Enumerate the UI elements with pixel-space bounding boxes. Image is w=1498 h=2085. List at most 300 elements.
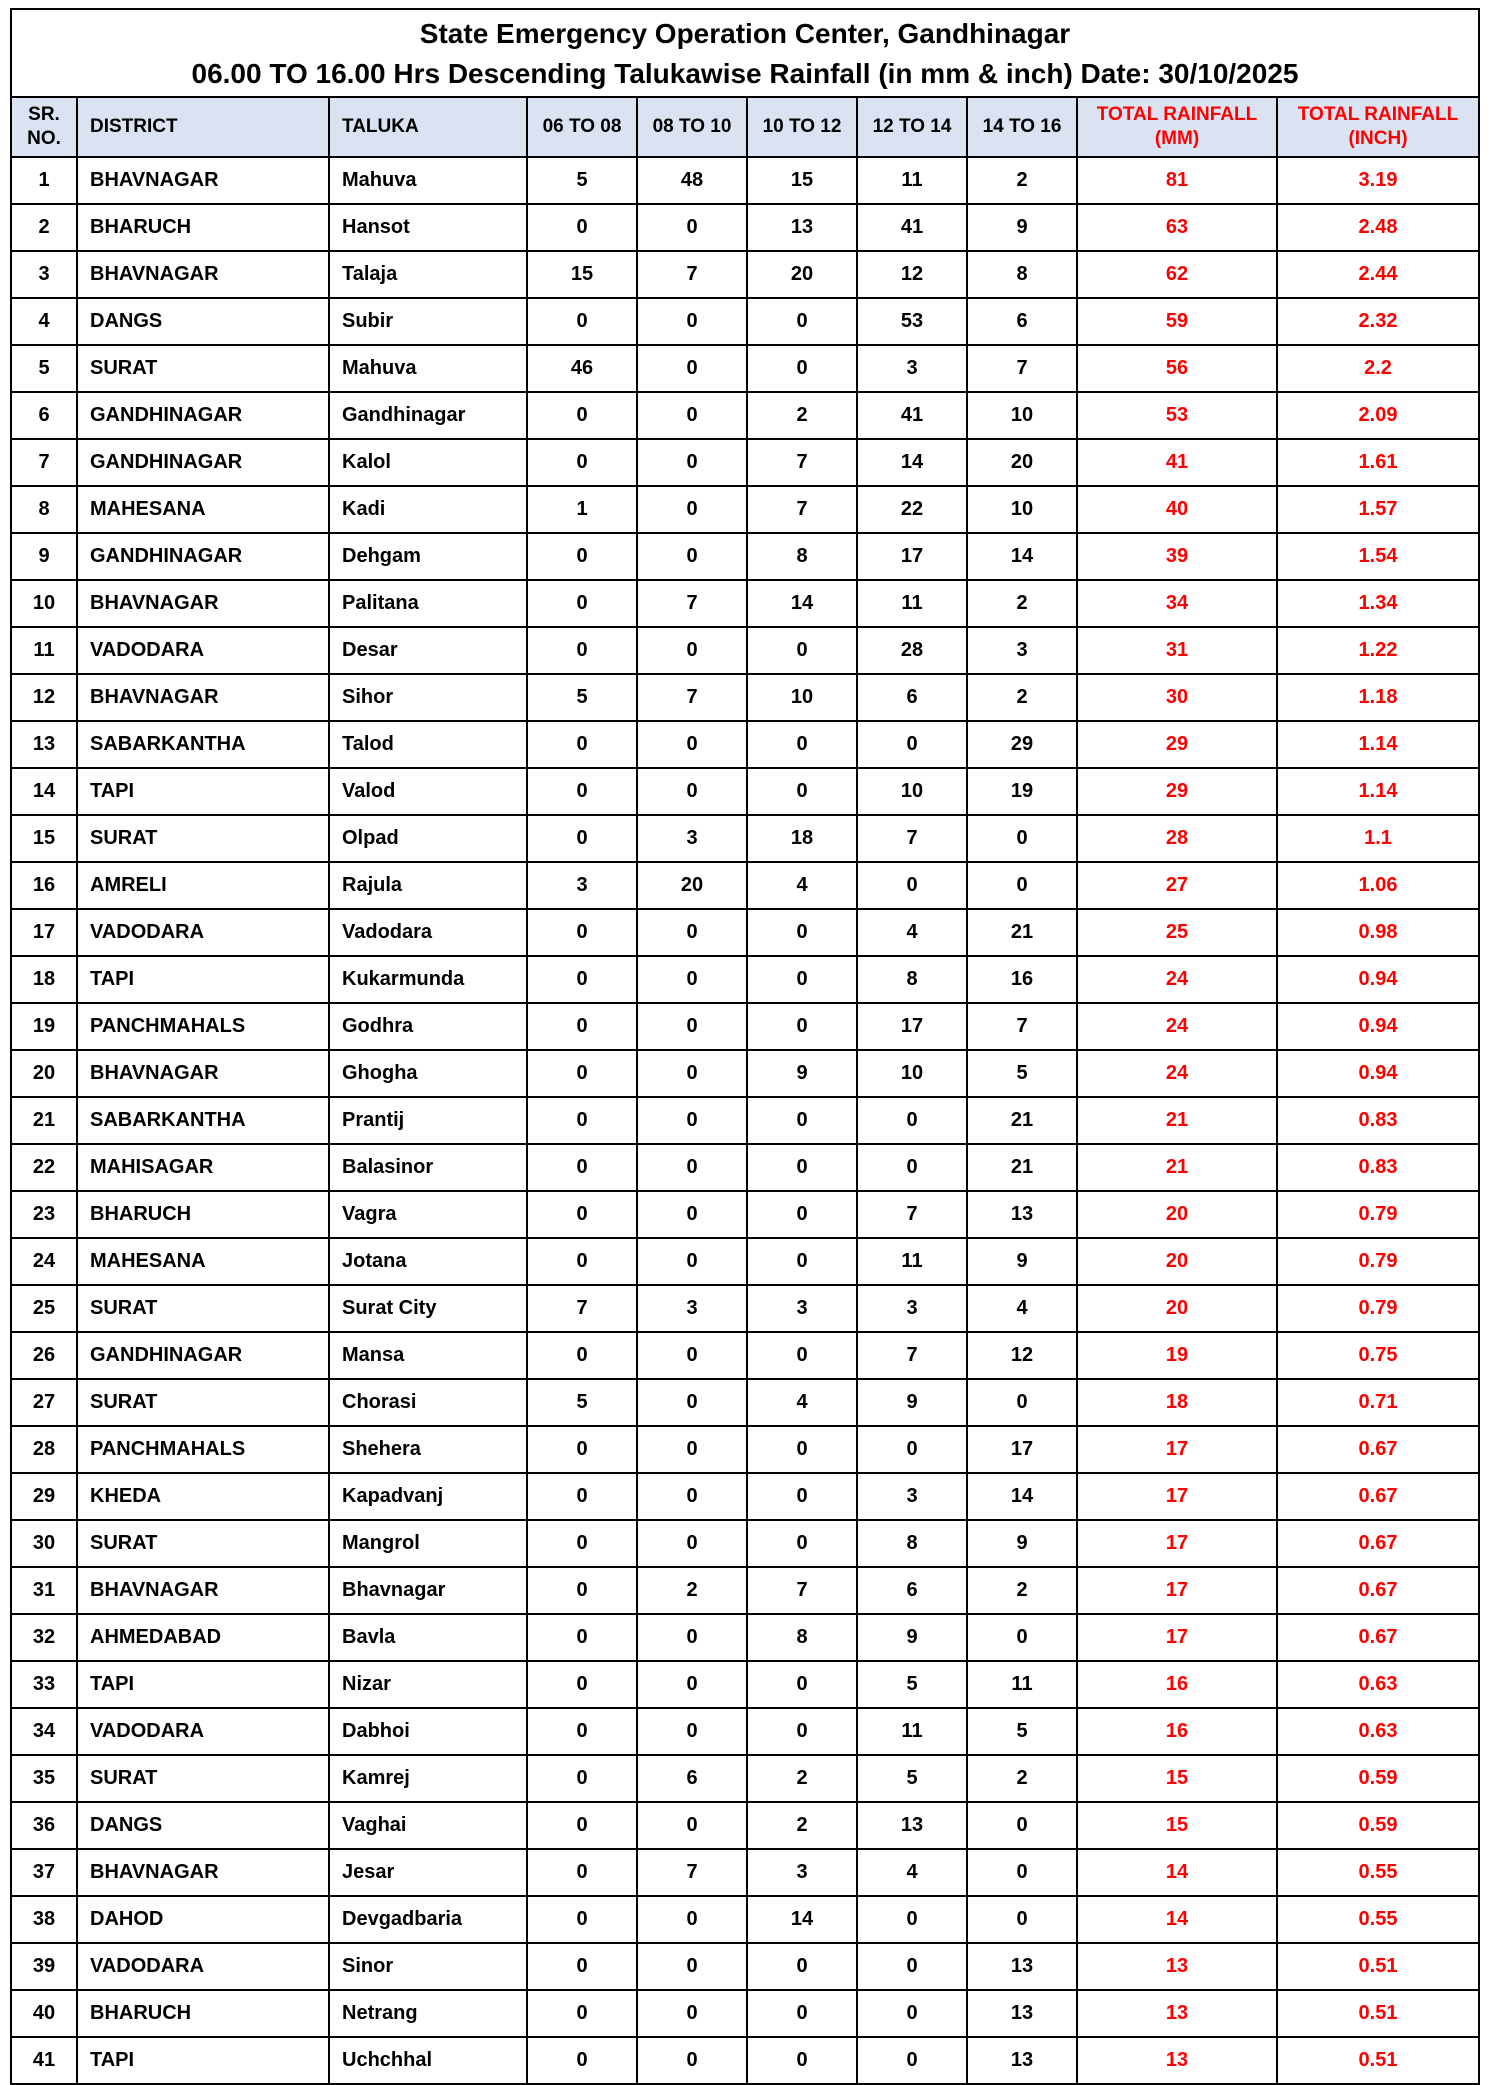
cell-sr-no: 18 [11,956,77,1003]
cell-06-to-08: 0 [527,1191,637,1238]
cell-sr-no: 29 [11,1473,77,1520]
cell-10-to-12: 8 [747,1614,857,1661]
cell-08-to-10: 7 [637,580,747,627]
cell-total-mm: 28 [1077,815,1277,862]
cell-10-to-12: 7 [747,439,857,486]
cell-taluka: Talod [329,721,527,768]
cell-district: SURAT [77,1379,329,1426]
cell-sr-no: 22 [11,1144,77,1191]
cell-taluka: Hansot [329,204,527,251]
cell-total-mm: 81 [1077,157,1277,204]
cell-district: SABARKANTHA [77,1097,329,1144]
cell-08-to-10: 0 [637,1896,747,1943]
cell-12-to-14: 11 [857,580,967,627]
cell-total-inch: 1.57 [1277,486,1479,533]
cell-06-to-08: 0 [527,956,637,1003]
cell-10-to-12: 0 [747,1943,857,1990]
cell-district: BHARUCH [77,1990,329,2037]
cell-total-inch: 0.79 [1277,1238,1479,1285]
cell-14-to-16: 5 [967,1050,1077,1097]
cell-08-to-10: 0 [637,298,747,345]
cell-total-mm: 62 [1077,251,1277,298]
cell-total-inch: 0.51 [1277,1990,1479,2037]
cell-district: SURAT [77,1520,329,1567]
cell-total-inch: 0.83 [1277,1144,1479,1191]
cell-10-to-12: 0 [747,1990,857,2037]
cell-10-to-12: 10 [747,674,857,721]
cell-district: MAHISAGAR [77,1144,329,1191]
cell-district: TAPI [77,956,329,1003]
cell-10-to-12: 9 [747,1050,857,1097]
cell-district: BHAVNAGAR [77,580,329,627]
cell-10-to-12: 0 [747,1520,857,1567]
title-line-2: 06.00 TO 16.00 Hrs Descending Talukawise Rainfall (in mm & inch) Date: 30/10/2025 [191,58,1299,89]
cell-taluka: Jesar [329,1849,527,1896]
cell-06-to-08: 7 [527,1285,637,1332]
cell-06-to-08: 0 [527,1802,637,1849]
cell-10-to-12: 2 [747,392,857,439]
cell-total-inch: 1.18 [1277,674,1479,721]
cell-12-to-14: 17 [857,533,967,580]
cell-12-to-14: 3 [857,1473,967,1520]
cell-06-to-08: 0 [527,1708,637,1755]
cell-district: DANGS [77,298,329,345]
header-12-to-14: 12 TO 14 [857,97,967,157]
cell-06-to-08: 3 [527,862,637,909]
table-row [11,721,1479,768]
cell-district: SURAT [77,1285,329,1332]
cell-10-to-12: 0 [747,1473,857,1520]
cell-14-to-16: 16 [967,956,1077,1003]
header-total-inch: TOTAL RAINFALL (INCH) [1277,97,1479,157]
cell-taluka: Rajula [329,862,527,909]
cell-sr-no: 41 [11,2037,77,2084]
cell-total-mm: 29 [1077,768,1277,815]
cell-district: VADODARA [77,909,329,956]
cell-total-mm: 53 [1077,392,1277,439]
cell-06-to-08: 0 [527,1520,637,1567]
cell-sr-no: 19 [11,1003,77,1050]
cell-district: TAPI [77,2037,329,2084]
cell-06-to-08: 0 [527,1097,637,1144]
cell-10-to-12: 15 [747,157,857,204]
cell-district: DAHOD [77,1896,329,1943]
cell-10-to-12: 0 [747,1708,857,1755]
cell-10-to-12: 0 [747,1144,857,1191]
cell-10-to-12: 0 [747,298,857,345]
cell-10-to-12: 0 [747,2037,857,2084]
cell-total-inch: 0.75 [1277,1332,1479,1379]
cell-sr-no: 16 [11,862,77,909]
rainfall-report [10,8,1480,2085]
cell-14-to-16: 13 [967,1990,1077,2037]
table-body [11,157,1479,2084]
cell-12-to-14: 4 [857,1849,967,1896]
cell-14-to-16: 14 [967,533,1077,580]
cell-06-to-08: 0 [527,1990,637,2037]
cell-12-to-14: 9 [857,1614,967,1661]
cell-10-to-12: 4 [747,1379,857,1426]
cell-06-to-08: 0 [527,768,637,815]
cell-12-to-14: 41 [857,204,967,251]
cell-sr-no: 23 [11,1191,77,1238]
cell-sr-no: 4 [11,298,77,345]
cell-14-to-16: 10 [967,486,1077,533]
cell-taluka: Chorasi [329,1379,527,1426]
cell-total-mm: 14 [1077,1896,1277,1943]
cell-12-to-14: 5 [857,1661,967,1708]
cell-taluka: Balasinor [329,1144,527,1191]
cell-sr-no: 1 [11,157,77,204]
cell-08-to-10: 0 [637,345,747,392]
cell-08-to-10: 3 [637,815,747,862]
cell-06-to-08: 0 [527,298,637,345]
cell-12-to-14: 0 [857,1144,967,1191]
cell-sr-no: 31 [11,1567,77,1614]
cell-12-to-14: 17 [857,1003,967,1050]
cell-08-to-10: 0 [637,1520,747,1567]
cell-10-to-12: 2 [747,1802,857,1849]
cell-06-to-08: 0 [527,1661,637,1708]
table-row [11,1003,1479,1050]
cell-sr-no: 36 [11,1802,77,1849]
cell-total-mm: 63 [1077,204,1277,251]
cell-06-to-08: 0 [527,1755,637,1802]
cell-08-to-10: 0 [637,956,747,1003]
cell-sr-no: 33 [11,1661,77,1708]
cell-sr-no: 25 [11,1285,77,1332]
cell-10-to-12: 3 [747,1849,857,1896]
cell-taluka: Palitana [329,580,527,627]
cell-total-inch: 2.2 [1277,345,1479,392]
cell-taluka: Dehgam [329,533,527,580]
cell-total-inch: 2.48 [1277,204,1479,251]
cell-total-inch: 1.54 [1277,533,1479,580]
cell-total-inch: 0.94 [1277,956,1479,1003]
cell-10-to-12: 14 [747,580,857,627]
cell-total-inch: 0.51 [1277,2037,1479,2084]
report-title [10,8,1480,96]
cell-sr-no: 40 [11,1990,77,2037]
cell-14-to-16: 13 [967,1943,1077,1990]
cell-sr-no: 24 [11,1238,77,1285]
cell-10-to-12: 8 [747,533,857,580]
cell-12-to-14: 11 [857,1238,967,1285]
cell-12-to-14: 22 [857,486,967,533]
cell-12-to-14: 0 [857,1990,967,2037]
cell-10-to-12: 0 [747,1191,857,1238]
cell-14-to-16: 0 [967,815,1077,862]
cell-total-inch: 0.63 [1277,1708,1479,1755]
cell-08-to-10: 0 [637,1943,747,1990]
cell-total-inch: 2.09 [1277,392,1479,439]
cell-14-to-16: 13 [967,1191,1077,1238]
cell-total-mm: 31 [1077,627,1277,674]
cell-total-mm: 59 [1077,298,1277,345]
cell-taluka: Vaghai [329,1802,527,1849]
cell-sr-no: 6 [11,392,77,439]
cell-12-to-14: 0 [857,1097,967,1144]
cell-taluka: Valod [329,768,527,815]
cell-total-mm: 18 [1077,1379,1277,1426]
cell-08-to-10: 20 [637,862,747,909]
cell-08-to-10: 0 [637,2037,747,2084]
cell-08-to-10: 7 [637,674,747,721]
cell-08-to-10: 0 [637,721,747,768]
header-row [11,97,1479,157]
cell-total-mm: 15 [1077,1802,1277,1849]
cell-10-to-12: 0 [747,1003,857,1050]
cell-14-to-16: 9 [967,1238,1077,1285]
table-row [11,1097,1479,1144]
cell-total-inch: 2.44 [1277,251,1479,298]
cell-14-to-16: 0 [967,1802,1077,1849]
table-row [11,1567,1479,1614]
cell-district: MAHESANA [77,1238,329,1285]
cell-sr-no: 27 [11,1379,77,1426]
header-sr-no: SR. NO. [11,97,77,157]
table-row [11,862,1479,909]
cell-taluka: Vagra [329,1191,527,1238]
cell-06-to-08: 0 [527,1473,637,1520]
cell-06-to-08: 0 [527,1943,637,1990]
cell-08-to-10: 3 [637,1285,747,1332]
cell-total-inch: 1.1 [1277,815,1479,862]
header-06-to-08: 06 TO 08 [527,97,637,157]
cell-total-inch: 0.51 [1277,1943,1479,1990]
cell-district: GANDHINAGAR [77,392,329,439]
cell-12-to-14: 10 [857,768,967,815]
cell-taluka: Devgadbaria [329,1896,527,1943]
cell-14-to-16: 29 [967,721,1077,768]
cell-taluka: Dabhoi [329,1708,527,1755]
cell-district: BHAVNAGAR [77,251,329,298]
cell-district: PANCHMAHALS [77,1003,329,1050]
cell-district: GANDHINAGAR [77,533,329,580]
cell-total-inch: 0.67 [1277,1567,1479,1614]
cell-08-to-10: 0 [637,1708,747,1755]
cell-district: AMRELI [77,862,329,909]
cell-06-to-08: 0 [527,1144,637,1191]
cell-taluka: Prantij [329,1097,527,1144]
cell-06-to-08: 0 [527,909,637,956]
cell-district: BHAVNAGAR [77,157,329,204]
cell-08-to-10: 0 [637,533,747,580]
table-row [11,1802,1479,1849]
header-total-mm: TOTAL RAINFALL (MM) [1077,97,1277,157]
cell-14-to-16: 2 [967,157,1077,204]
cell-06-to-08: 0 [527,1003,637,1050]
cell-sr-no: 35 [11,1755,77,1802]
cell-taluka: Subir [329,298,527,345]
header-08-to-10: 08 TO 10 [637,97,747,157]
table-row [11,627,1479,674]
cell-06-to-08: 0 [527,815,637,862]
cell-sr-no: 10 [11,580,77,627]
cell-08-to-10: 0 [637,439,747,486]
cell-taluka: Mahuva [329,157,527,204]
cell-total-inch: 0.79 [1277,1285,1479,1332]
cell-total-mm: 17 [1077,1567,1277,1614]
cell-14-to-16: 11 [967,1661,1077,1708]
cell-10-to-12: 0 [747,956,857,1003]
table-row [11,298,1479,345]
cell-total-mm: 29 [1077,721,1277,768]
cell-taluka: Godhra [329,1003,527,1050]
cell-total-mm: 19 [1077,1332,1277,1379]
cell-06-to-08: 0 [527,2037,637,2084]
cell-taluka: Mansa [329,1332,527,1379]
cell-14-to-16: 4 [967,1285,1077,1332]
cell-total-mm: 25 [1077,909,1277,956]
cell-14-to-16: 0 [967,862,1077,909]
cell-total-inch: 0.98 [1277,909,1479,956]
cell-total-inch: 0.67 [1277,1614,1479,1661]
table-row [11,1849,1479,1896]
cell-taluka: Netrang [329,1990,527,2037]
cell-taluka: Sihor [329,674,527,721]
cell-14-to-16: 7 [967,345,1077,392]
cell-06-to-08: 0 [527,1332,637,1379]
cell-10-to-12: 14 [747,1896,857,1943]
cell-10-to-12: 0 [747,768,857,815]
cell-total-mm: 17 [1077,1520,1277,1567]
cell-sr-no: 32 [11,1614,77,1661]
cell-total-inch: 1.14 [1277,721,1479,768]
cell-14-to-16: 20 [967,439,1077,486]
cell-10-to-12: 2 [747,1755,857,1802]
cell-sr-no: 37 [11,1849,77,1896]
cell-08-to-10: 0 [637,1379,747,1426]
cell-taluka: Gandhinagar [329,392,527,439]
cell-district: MAHESANA [77,486,329,533]
cell-14-to-16: 21 [967,1144,1077,1191]
cell-district: DANGS [77,1802,329,1849]
cell-taluka: Bavla [329,1614,527,1661]
cell-10-to-12: 20 [747,251,857,298]
cell-district: VADODARA [77,627,329,674]
table-row [11,1896,1479,1943]
cell-taluka: Sinor [329,1943,527,1990]
table-row [11,956,1479,1003]
cell-total-mm: 20 [1077,1285,1277,1332]
table-row [11,1708,1479,1755]
cell-sr-no: 11 [11,627,77,674]
cell-14-to-16: 7 [967,1003,1077,1050]
table-row [11,251,1479,298]
cell-14-to-16: 21 [967,1097,1077,1144]
cell-08-to-10: 0 [637,1003,747,1050]
cell-06-to-08: 5 [527,157,637,204]
cell-total-inch: 0.59 [1277,1802,1479,1849]
cell-sr-no: 21 [11,1097,77,1144]
cell-sr-no: 3 [11,251,77,298]
cell-14-to-16: 2 [967,674,1077,721]
table-row [11,439,1479,486]
cell-total-inch: 0.63 [1277,1661,1479,1708]
cell-08-to-10: 7 [637,1849,747,1896]
cell-08-to-10: 0 [637,1332,747,1379]
cell-district: SURAT [77,345,329,392]
cell-10-to-12: 18 [747,815,857,862]
cell-12-to-14: 13 [857,1802,967,1849]
cell-10-to-12: 0 [747,1332,857,1379]
rainfall-table [10,96,1480,2085]
cell-14-to-16: 13 [967,2037,1077,2084]
cell-12-to-14: 7 [857,815,967,862]
cell-total-inch: 0.67 [1277,1473,1479,1520]
cell-14-to-16: 8 [967,251,1077,298]
cell-total-mm: 15 [1077,1755,1277,1802]
cell-12-to-14: 8 [857,956,967,1003]
cell-12-to-14: 28 [857,627,967,674]
cell-taluka: Kamrej [329,1755,527,1802]
cell-06-to-08: 0 [527,580,637,627]
cell-06-to-08: 0 [527,392,637,439]
cell-06-to-08: 0 [527,1614,637,1661]
cell-10-to-12: 13 [747,204,857,251]
cell-12-to-14: 11 [857,1708,967,1755]
table-row [11,204,1479,251]
header-10-to-12: 10 TO 12 [747,97,857,157]
cell-12-to-14: 0 [857,862,967,909]
cell-12-to-14: 7 [857,1332,967,1379]
cell-total-mm: 34 [1077,580,1277,627]
cell-taluka: Kapadvanj [329,1473,527,1520]
cell-sr-no: 2 [11,204,77,251]
cell-10-to-12: 4 [747,862,857,909]
table-row [11,1943,1479,1990]
cell-sr-no: 30 [11,1520,77,1567]
cell-taluka: Mangrol [329,1520,527,1567]
cell-12-to-14: 3 [857,1285,967,1332]
cell-district: PANCHMAHALS [77,1426,329,1473]
cell-08-to-10: 0 [637,1050,747,1097]
cell-sr-no: 5 [11,345,77,392]
cell-total-mm: 40 [1077,486,1277,533]
cell-sr-no: 34 [11,1708,77,1755]
cell-total-mm: 24 [1077,1003,1277,1050]
table-row [11,2037,1479,2084]
cell-12-to-14: 4 [857,909,967,956]
cell-total-mm: 16 [1077,1708,1277,1755]
cell-total-inch: 1.61 [1277,439,1479,486]
table-row [11,580,1479,627]
cell-district: SURAT [77,1755,329,1802]
cell-08-to-10: 0 [637,768,747,815]
cell-08-to-10: 0 [637,1473,747,1520]
cell-12-to-14: 14 [857,439,967,486]
cell-total-mm: 17 [1077,1473,1277,1520]
cell-district: KHEDA [77,1473,329,1520]
cell-district: TAPI [77,768,329,815]
cell-14-to-16: 17 [967,1426,1077,1473]
cell-08-to-10: 0 [637,1661,747,1708]
cell-10-to-12: 0 [747,1097,857,1144]
cell-12-to-14: 11 [857,157,967,204]
cell-total-inch: 1.14 [1277,768,1479,815]
cell-08-to-10: 0 [637,1614,747,1661]
cell-08-to-10: 0 [637,392,747,439]
cell-total-inch: 0.79 [1277,1191,1479,1238]
cell-taluka: Jotana [329,1238,527,1285]
cell-total-mm: 13 [1077,1943,1277,1990]
table-row [11,1191,1479,1238]
cell-06-to-08: 0 [527,1050,637,1097]
cell-06-to-08: 0 [527,1567,637,1614]
cell-12-to-14: 6 [857,674,967,721]
cell-06-to-08: 46 [527,345,637,392]
